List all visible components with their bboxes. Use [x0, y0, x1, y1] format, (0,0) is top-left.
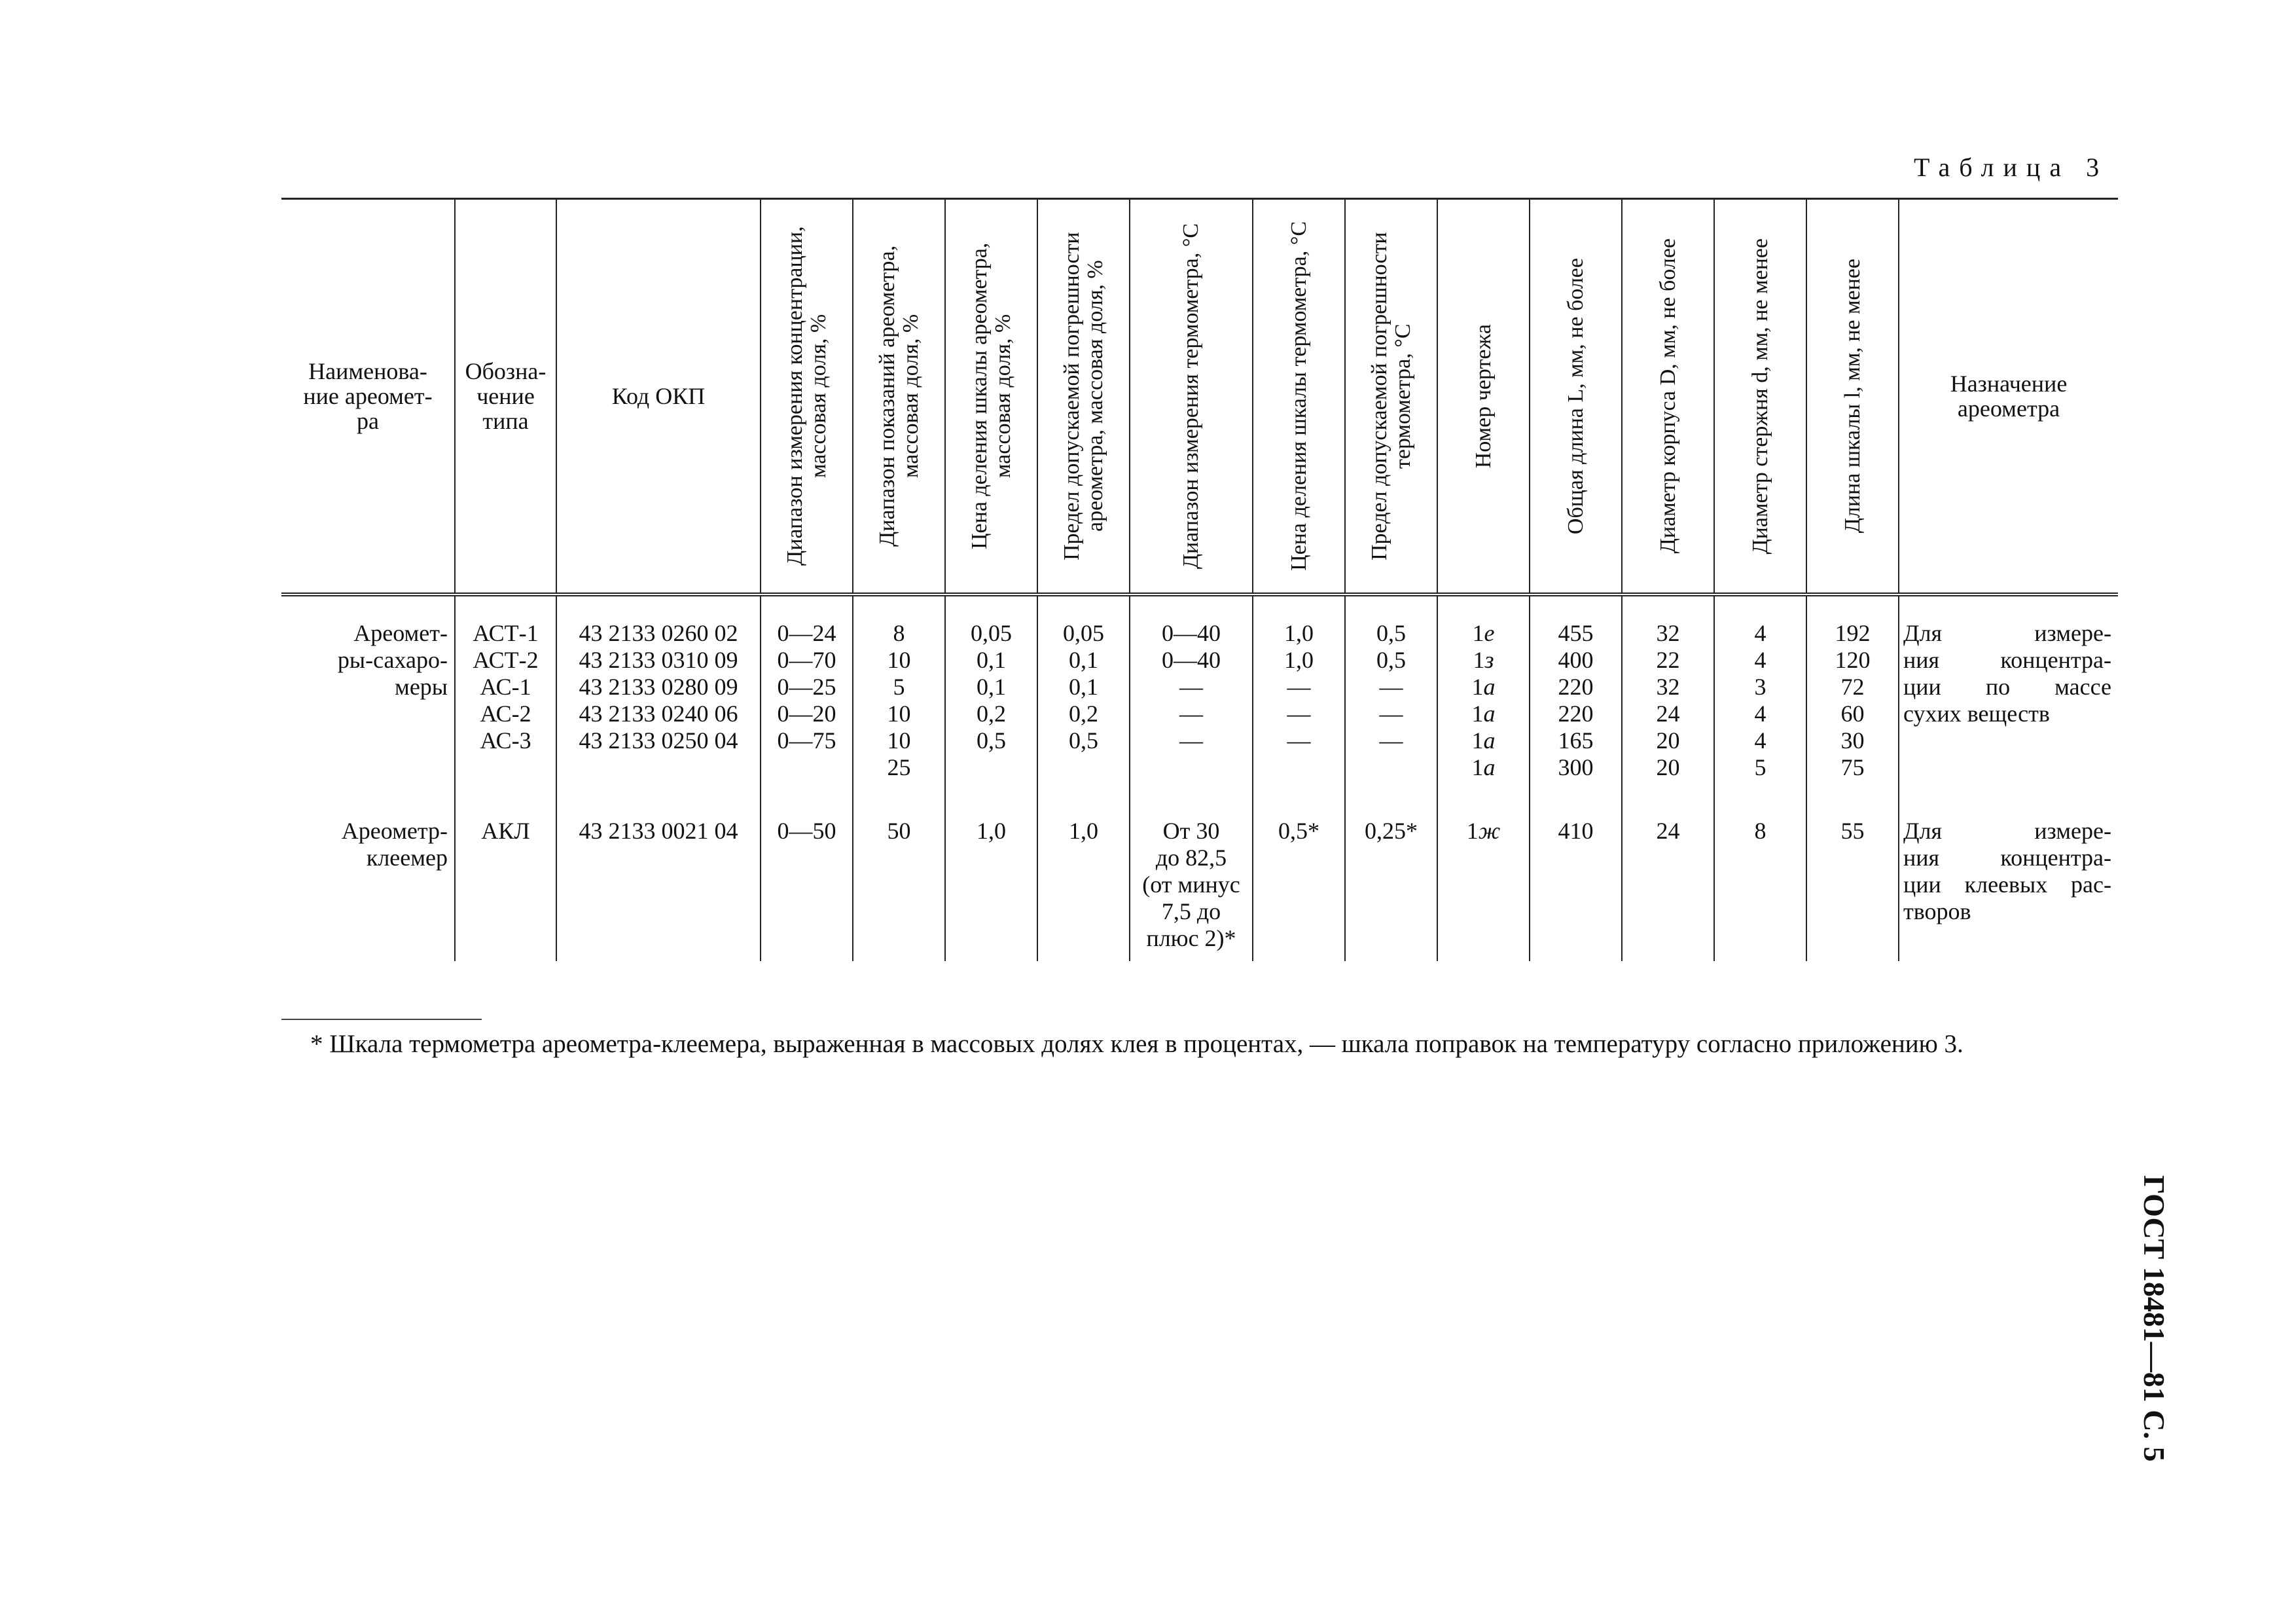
cell-line: 22 [1656, 647, 1680, 673]
cell-line: сухих веществ [1903, 701, 2050, 727]
cell-total-length [1530, 594, 1622, 815]
cell-line: плюс 2)* [1146, 925, 1236, 951]
table-row [281, 594, 2118, 815]
cell-line: 0—25 [777, 674, 836, 700]
cell-total-length [1530, 815, 1622, 961]
header-stem-diameter: Диаметр стержня d, мм, не менее [1714, 199, 1806, 595]
cell-line: Для измере- [1903, 818, 2111, 844]
cell-line: (от минус [1142, 871, 1240, 898]
header-conc-range: Диапазон измерения концентрации, массовая доля, % [761, 199, 853, 595]
cell-line: АКЛ [481, 818, 530, 844]
cell-line: 0—24 [777, 620, 836, 646]
cell-stem-diameter [1714, 594, 1806, 815]
cell-scale-division [945, 594, 1037, 815]
cell-line: 120 [1835, 647, 1871, 673]
cell-line: 24 [1656, 701, 1680, 727]
cell-thermo-division [1253, 815, 1345, 961]
side-label: ГОСТ 18481—81 С. 5 [2138, 1175, 2171, 1462]
cell-line: 20 [1656, 754, 1680, 780]
cell-line: АС-2 [480, 701, 531, 727]
header-purpose [1899, 199, 2118, 595]
cell-line: 4 [1754, 647, 1767, 673]
cell-line: ры-сахаро- [337, 647, 448, 673]
cell-line: — [1379, 674, 1403, 700]
cell-line: 0,5 [1069, 727, 1098, 754]
cell-okp [556, 815, 761, 961]
cell-line: меры [395, 674, 448, 700]
cell-line: ние ареомет- [303, 383, 433, 409]
header-thermo-error: Предел допускаемой погрешности термометра, °С [1345, 199, 1437, 595]
header-designation [455, 199, 556, 595]
cell-line: ния концентра- [1903, 647, 2111, 673]
cell-line: 10 [887, 647, 911, 673]
cell-line: От 30 [1162, 818, 1220, 844]
cell-line: чение [476, 383, 535, 409]
cell-line: Назначение [1950, 371, 2068, 397]
cell-line: 24 [1656, 818, 1680, 844]
cell-line: 0,5 [1376, 647, 1406, 673]
cell-line: 43 2133 0021 04 [579, 818, 738, 844]
cell-line: Для измере- [1903, 620, 2111, 646]
cell-line: АС-1 [480, 674, 531, 700]
cell-line: ции клеевых рас- [1903, 871, 2111, 898]
cell-thermo-error [1345, 815, 1437, 961]
cell-conc-range [761, 815, 853, 961]
cell-line: 4 [1754, 727, 1767, 754]
cell-line: Наименова- [308, 358, 427, 384]
cell-scale-length [1806, 594, 1899, 815]
cell-thermo-range [1130, 594, 1253, 815]
cell-line: Ареомет- [353, 620, 448, 646]
cell-line: 30 [1840, 727, 1865, 754]
cell-line: 0,25* [1365, 818, 1418, 844]
header-row [281, 199, 2118, 595]
cell-line: 1а [1471, 674, 1496, 700]
cell-line: 5 [893, 674, 905, 700]
cell-designation [455, 594, 556, 815]
header-body-diameter: Диаметр корпуса D, мм, не более [1622, 199, 1714, 595]
cell-line: — [1179, 674, 1203, 700]
cell-scale-length [1806, 815, 1899, 961]
cell-line: 50 [887, 818, 911, 844]
cell-line: — [1179, 727, 1203, 754]
cell-body-diameter [1622, 815, 1714, 961]
cell-line: 8 [893, 620, 905, 646]
cell-line: 0—40 [1162, 647, 1221, 673]
cell-thermo-division [1253, 594, 1345, 815]
cell-line: 60 [1840, 701, 1865, 727]
cell-line: 0—70 [777, 647, 836, 673]
cell-line: 0,1 [977, 674, 1006, 700]
cell-line: 0—20 [777, 701, 836, 727]
cell-line: 43 2133 0310 09 [579, 647, 738, 673]
cell-name [281, 594, 455, 815]
cell-line: 1з [1473, 647, 1494, 673]
cell-thermo-range [1130, 815, 1253, 961]
cell-line: 220 [1558, 674, 1594, 700]
cell-line: 1е [1472, 620, 1495, 646]
cell-line: 43 2133 0240 06 [579, 701, 738, 727]
cell-scale-division [945, 815, 1037, 961]
cell-line: АСТ-2 [473, 647, 539, 673]
cell-line: 43 2133 0250 04 [579, 727, 738, 754]
footnote: * Шкала термометра ареометра-клеемера, выраженная в массовых долях клея в процентах, — шкала поправок на температуру согласно приложению 3. [310, 1030, 1964, 1058]
header-error-limit: Предел допускаемой погрешности ареометра, массовая доля, % [1037, 199, 1130, 595]
cell-line: ареометра [1957, 395, 2060, 422]
cell-drawing-number [1437, 594, 1530, 815]
cell-line: 75 [1840, 754, 1865, 780]
cell-line: 0,05 [1063, 620, 1104, 646]
cell-line: 72 [1840, 674, 1865, 700]
cell-line: 410 [1558, 818, 1594, 844]
cell-line: Ареометр- [341, 818, 448, 844]
cell-error-limit [1037, 594, 1130, 815]
cell-line: 0,1 [977, 647, 1006, 673]
cell-line: 1,0 [1284, 647, 1314, 673]
cell-line: творов [1903, 898, 1971, 924]
table-title: Таблица 3 [1914, 153, 2109, 182]
cell-line: 1а [1471, 754, 1496, 780]
cell-line: ции по массе [1903, 674, 2111, 700]
cell-line: — [1179, 701, 1203, 727]
cell-line: 55 [1840, 818, 1865, 844]
cell-line: — [1379, 701, 1403, 727]
instrument-table [281, 198, 2118, 961]
cell-line: — [1287, 727, 1311, 754]
cell-line: АСТ-1 [473, 620, 539, 646]
cell-line: 43 2133 0260 02 [579, 620, 738, 646]
cell-conc-range [761, 594, 853, 815]
table-row [281, 815, 2118, 961]
cell-line: 1,0 [1069, 818, 1098, 844]
cell-line: ра [357, 408, 379, 434]
cell-line: 5 [1754, 754, 1767, 780]
cell-line: Обозна- [465, 358, 547, 384]
cell-error-limit [1037, 815, 1130, 961]
cell-line: 0,1 [1069, 674, 1098, 700]
cell-line: 0,5 [977, 727, 1006, 754]
cell-line: — [1379, 727, 1403, 754]
cell-line: 0,05 [971, 620, 1012, 646]
cell-line: — [1287, 701, 1311, 727]
cell-line: 3 [1754, 674, 1767, 700]
cell-okp [556, 594, 761, 815]
cell-line: 4 [1754, 620, 1767, 646]
cell-line: 455 [1558, 620, 1594, 646]
cell-designation [455, 815, 556, 961]
cell-line: 1,0 [977, 818, 1006, 844]
cell-line: 43 2133 0280 09 [579, 674, 738, 700]
cell-line: ния концентра- [1903, 845, 2111, 871]
header-okp: Код ОКП [556, 199, 761, 595]
cell-line: до 82,5 [1155, 845, 1227, 871]
cell-drawing-number [1437, 815, 1530, 961]
cell-stem-diameter [1714, 815, 1806, 961]
cell-line: 4 [1754, 701, 1767, 727]
cell-line: 220 [1558, 701, 1594, 727]
cell-line: 7,5 до [1161, 898, 1221, 924]
header-total-length: Общая длина L, мм, не более [1530, 199, 1622, 595]
header-thermo-division: Цена деления шкалы термометра, °С [1253, 199, 1345, 595]
cell-line: клеемер [366, 845, 448, 871]
header-name [281, 199, 455, 595]
footnote-rule [281, 1019, 482, 1020]
cell-line: 1а [1471, 701, 1496, 727]
header-thermo-range: Диапазон измерения термометра, °С [1130, 199, 1253, 595]
cell-line: 0,1 [1069, 647, 1098, 673]
header-scale-length: Длина шкалы l, мм, не менее [1806, 199, 1899, 595]
cell-reading-range [853, 815, 945, 961]
cell-line: 1ж [1466, 818, 1501, 844]
cell-line: 1а [1471, 727, 1496, 754]
cell-reading-range [853, 594, 945, 815]
cell-line: 0—75 [777, 727, 836, 754]
cell-line: АС-3 [480, 727, 531, 754]
cell-line: 20 [1656, 727, 1680, 754]
cell-line: 1,0 [1284, 620, 1314, 646]
cell-purpose [1899, 815, 2118, 961]
header-scale-division: Цена деления шкалы ареометра, массовая доля, % [945, 199, 1037, 595]
cell-line: 25 [887, 754, 911, 780]
cell-body-diameter [1622, 594, 1714, 815]
cell-line: 10 [887, 701, 911, 727]
cell-line: 400 [1558, 647, 1594, 673]
cell-line: 32 [1656, 674, 1680, 700]
cell-line: 32 [1656, 620, 1680, 646]
cell-line: типа [482, 408, 529, 434]
header-drawing-number: Номер чертежа [1437, 199, 1530, 595]
cell-line: — [1287, 674, 1311, 700]
header-reading-range: Диапазон показаний ареометра, массовая доля, % [853, 199, 945, 595]
cell-line: 192 [1835, 620, 1871, 646]
cell-line: 0—40 [1162, 620, 1221, 646]
cell-line: 0,2 [1069, 701, 1098, 727]
cell-line: 300 [1558, 754, 1594, 780]
cell-name [281, 815, 455, 961]
cell-line: 0,2 [977, 701, 1006, 727]
cell-line: 10 [887, 727, 911, 754]
cell-line: 8 [1754, 818, 1767, 844]
cell-line: 0,5 [1376, 620, 1406, 646]
cell-line: 165 [1558, 727, 1594, 754]
cell-line: 0,5* [1278, 818, 1319, 844]
cell-line: 0—50 [777, 818, 836, 844]
cell-thermo-error [1345, 594, 1437, 815]
cell-purpose [1899, 594, 2118, 815]
